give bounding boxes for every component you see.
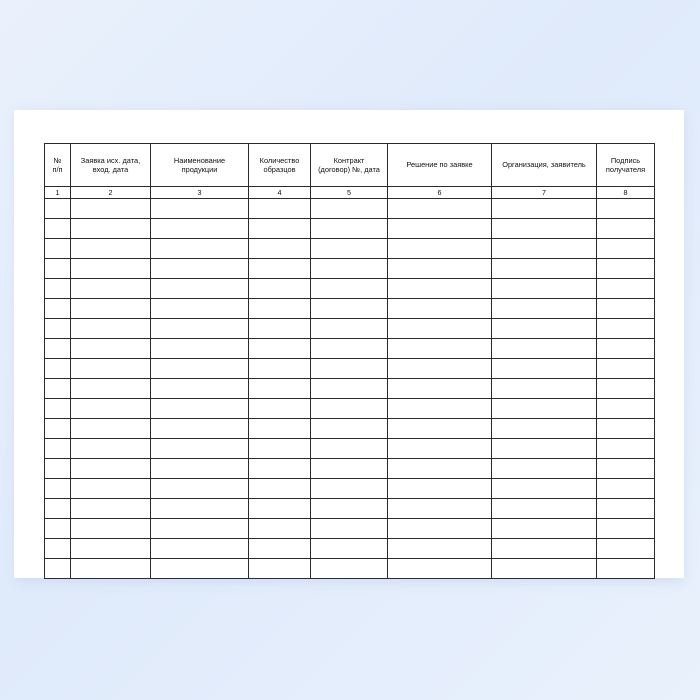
table-row[interactable] <box>45 219 655 239</box>
table-cell-col5[interactable] <box>311 359 388 379</box>
table-cell-col7[interactable] <box>492 319 597 339</box>
table-cell-col4[interactable] <box>249 379 311 399</box>
table-cell-col2[interactable] <box>71 439 151 459</box>
table-cell-col4[interactable] <box>249 479 311 499</box>
table-cell-col5[interactable] <box>311 239 388 259</box>
table-cell-col4[interactable] <box>249 439 311 459</box>
table-cell-col2[interactable] <box>71 339 151 359</box>
table-cell-col1[interactable] <box>45 299 71 319</box>
table-cell-col8[interactable] <box>597 339 655 359</box>
column-number-row <box>45 187 655 199</box>
table-row[interactable] <box>45 259 655 279</box>
table-cell-col5[interactable] <box>311 399 388 419</box>
column-number-cell: 5 <box>311 187 388 199</box>
table-cell-col6[interactable] <box>388 519 492 539</box>
table-row[interactable] <box>45 199 655 219</box>
table-cell-col5[interactable] <box>311 299 388 319</box>
table-cell-col1[interactable] <box>45 479 71 499</box>
table-cell-col4[interactable] <box>249 339 311 359</box>
column-header-line: Наименование <box>173 155 226 165</box>
table-cell-col6[interactable] <box>388 199 492 219</box>
column-header-product-name <box>151 144 249 187</box>
table-cell-col8[interactable] <box>597 259 655 279</box>
table-cell-col4[interactable] <box>249 399 311 419</box>
table-cell-col3[interactable] <box>151 459 249 479</box>
table-cell-col3[interactable] <box>151 239 249 259</box>
column-header-signature <box>597 144 655 187</box>
table-cell-col6[interactable] <box>388 379 492 399</box>
column-header-line: Организация, заявитель <box>502 160 586 170</box>
column-header-line: (договор) №, дата <box>318 165 380 174</box>
table-cell-col2[interactable] <box>71 499 151 519</box>
table-cell-col7[interactable] <box>492 559 597 579</box>
table-cell-col4[interactable] <box>249 559 311 579</box>
table-cell-col5[interactable] <box>311 259 388 279</box>
table-cell-col3[interactable] <box>151 519 249 539</box>
table-cell-col3[interactable] <box>151 219 249 239</box>
column-number-cell: 1 <box>45 187 71 199</box>
table-cell-col1[interactable] <box>45 359 71 379</box>
table-cell-col4[interactable] <box>249 519 311 539</box>
table-cell-col3[interactable] <box>151 259 249 279</box>
table-row[interactable] <box>45 439 655 459</box>
table-cell-col6[interactable] <box>388 419 492 439</box>
table-cell-col8[interactable] <box>597 419 655 439</box>
table-cell-col1[interactable] <box>45 259 71 279</box>
table-cell-col5[interactable] <box>311 279 388 299</box>
table-cell-col6[interactable] <box>388 539 492 559</box>
table-cell-col7[interactable] <box>492 259 597 279</box>
table-cell-col1[interactable] <box>45 279 71 299</box>
column-header-number <box>45 144 71 187</box>
table-cell-col8[interactable] <box>597 519 655 539</box>
table-cell-col2[interactable] <box>71 539 151 559</box>
table-row[interactable] <box>45 379 655 399</box>
table-cell-col5[interactable] <box>311 479 388 499</box>
table-cell-col1[interactable] <box>45 319 71 339</box>
table-row[interactable] <box>45 339 655 359</box>
column-number-cell: 2 <box>71 187 151 199</box>
table-cell-col2[interactable] <box>71 379 151 399</box>
table-row[interactable] <box>45 499 655 519</box>
table-cell-col2[interactable] <box>71 479 151 499</box>
table-cell-col6[interactable] <box>388 479 492 499</box>
table-cell-col8[interactable] <box>597 539 655 559</box>
table-cell-col2[interactable] <box>71 459 151 479</box>
table-cell-col1[interactable] <box>45 559 71 579</box>
table-row[interactable] <box>45 519 655 539</box>
table-cell-col5[interactable] <box>311 499 388 519</box>
table-cell-col3[interactable] <box>151 379 249 399</box>
table-cell-col4[interactable] <box>249 219 311 239</box>
table-cell-col6[interactable] <box>388 259 492 279</box>
table-row[interactable] <box>45 539 655 559</box>
table-cell-col3[interactable] <box>151 499 249 519</box>
table-cell-col1[interactable] <box>45 519 71 539</box>
table-cell-col5[interactable] <box>311 519 388 539</box>
table-cell-col8[interactable] <box>597 279 655 299</box>
column-header-organization <box>492 144 597 187</box>
table-cell-col4[interactable] <box>249 299 311 319</box>
column-header-line: п/п <box>52 165 63 174</box>
table-cell-col6[interactable] <box>388 279 492 299</box>
table-cell-col5[interactable] <box>311 559 388 579</box>
table-cell-col4[interactable] <box>249 459 311 479</box>
table-row[interactable] <box>45 559 655 579</box>
table-cell-col3[interactable] <box>151 319 249 339</box>
table-cell-col7[interactable] <box>492 539 597 559</box>
column-header-line: Контракт <box>333 155 365 165</box>
table-cell-col1[interactable] <box>45 499 71 519</box>
table-cell-col3[interactable] <box>151 399 249 419</box>
table-cell-col6[interactable] <box>388 559 492 579</box>
table-row[interactable] <box>45 459 655 479</box>
table-cell-col2[interactable] <box>71 299 151 319</box>
table-cell-col7[interactable] <box>492 519 597 539</box>
column-number-cell: 6 <box>388 187 492 199</box>
table-cell-col7[interactable] <box>492 219 597 239</box>
column-header-line: Подпись <box>610 155 641 165</box>
table-cell-col4[interactable] <box>249 499 311 519</box>
table-cell-col4[interactable] <box>249 259 311 279</box>
table-cell-col3[interactable] <box>151 199 249 219</box>
table-cell-col2[interactable] <box>71 359 151 379</box>
table-cell-col5[interactable] <box>311 199 388 219</box>
column-header-decision <box>388 144 492 187</box>
table-cell-col3[interactable] <box>151 539 249 559</box>
column-header-line: № <box>53 155 62 165</box>
table-cell-col1[interactable] <box>45 219 71 239</box>
table-cell-col6[interactable] <box>388 219 492 239</box>
table-cell-col6[interactable] <box>388 239 492 259</box>
table-cell-col7[interactable] <box>492 279 597 299</box>
table-cell-col2[interactable] <box>71 399 151 419</box>
table-cell-col6[interactable] <box>388 439 492 459</box>
table-cell-col1[interactable] <box>45 439 71 459</box>
column-header-line: получателя <box>605 165 646 174</box>
table-cell-col8[interactable] <box>597 219 655 239</box>
table-row[interactable] <box>45 419 655 439</box>
table-cell-col8[interactable] <box>597 479 655 499</box>
table-cell-col3[interactable] <box>151 279 249 299</box>
column-number-cell: 3 <box>151 187 249 199</box>
table-cell-col7[interactable] <box>492 339 597 359</box>
table-cell-col8[interactable] <box>597 399 655 419</box>
table-row[interactable] <box>45 359 655 379</box>
table-cell-col6[interactable] <box>388 359 492 379</box>
table-cell-col2[interactable] <box>71 259 151 279</box>
table-cell-col7[interactable] <box>492 479 597 499</box>
table-cell-col1[interactable] <box>45 399 71 419</box>
table-cell-col8[interactable] <box>597 319 655 339</box>
table-cell-col1[interactable] <box>45 339 71 359</box>
table-cell-col2[interactable] <box>71 279 151 299</box>
table-cell-col3[interactable] <box>151 559 249 579</box>
journal-table <box>44 143 655 579</box>
table-cell-col8[interactable] <box>597 359 655 379</box>
table-cell-col7[interactable] <box>492 399 597 419</box>
column-number-cell: 4 <box>249 187 311 199</box>
table-cell-col6[interactable] <box>388 339 492 359</box>
table-cell-col4[interactable] <box>249 539 311 559</box>
table-row[interactable] <box>45 239 655 259</box>
table-cell-col7[interactable] <box>492 499 597 519</box>
table-cell-col4[interactable] <box>249 199 311 219</box>
table-cell-col8[interactable] <box>597 199 655 219</box>
table-cell-col2[interactable] <box>71 219 151 239</box>
table-cell-col6[interactable] <box>388 459 492 479</box>
table-cell-col7[interactable] <box>492 439 597 459</box>
table-cell-col2[interactable] <box>71 199 151 219</box>
column-header-request-date <box>71 144 151 187</box>
table-cell-col7[interactable] <box>492 199 597 219</box>
table-cell-col3[interactable] <box>151 439 249 459</box>
table-cell-col6[interactable] <box>388 319 492 339</box>
table-cell-col8[interactable] <box>597 559 655 579</box>
table-row[interactable] <box>45 319 655 339</box>
journal-table-area <box>44 143 654 553</box>
table-cell-col5[interactable] <box>311 419 388 439</box>
column-header-line: Заявка исх. дата, <box>80 155 141 165</box>
table-cell-col4[interactable] <box>249 359 311 379</box>
table-row[interactable] <box>45 299 655 319</box>
table-cell-col7[interactable] <box>492 239 597 259</box>
table-cell-col1[interactable] <box>45 239 71 259</box>
table-cell-col8[interactable] <box>597 379 655 399</box>
column-number-cell: 7 <box>492 187 597 199</box>
table-body <box>45 199 655 579</box>
column-header-contract <box>311 144 388 187</box>
table-cell-col3[interactable] <box>151 359 249 379</box>
column-header-line: продукции <box>181 165 218 174</box>
table-cell-col4[interactable] <box>249 419 311 439</box>
table-cell-col2[interactable] <box>71 239 151 259</box>
table-cell-col4[interactable] <box>249 319 311 339</box>
table-cell-col3[interactable] <box>151 479 249 499</box>
table-row[interactable] <box>45 399 655 419</box>
table-cell-col2[interactable] <box>71 319 151 339</box>
table-cell-col5[interactable] <box>311 439 388 459</box>
table-row[interactable] <box>45 279 655 299</box>
table-cell-col1[interactable] <box>45 199 71 219</box>
table-cell-col7[interactable] <box>492 459 597 479</box>
table-cell-col2[interactable] <box>71 419 151 439</box>
column-header-line: образцов <box>263 165 296 174</box>
table-cell-col5[interactable] <box>311 219 388 239</box>
table-cell-col5[interactable] <box>311 459 388 479</box>
table-cell-col1[interactable] <box>45 419 71 439</box>
table-cell-col3[interactable] <box>151 419 249 439</box>
column-header-line: Решение по заявке <box>406 160 473 170</box>
table-cell-col8[interactable] <box>597 499 655 519</box>
table-cell-col1[interactable] <box>45 459 71 479</box>
table-cell-col6[interactable] <box>388 499 492 519</box>
table-cell-col1[interactable] <box>45 379 71 399</box>
table-cell-col3[interactable] <box>151 299 249 319</box>
table-cell-col7[interactable] <box>492 379 597 399</box>
table-cell-col6[interactable] <box>388 299 492 319</box>
table-cell-col7[interactable] <box>492 299 597 319</box>
column-header-sample-count <box>249 144 311 187</box>
column-number-cell: 8 <box>597 187 655 199</box>
table-cell-col2[interactable] <box>71 519 151 539</box>
table-cell-col5[interactable] <box>311 379 388 399</box>
table-cell-col7[interactable] <box>492 359 597 379</box>
table-cell-col2[interactable] <box>71 559 151 579</box>
table-cell-col5[interactable] <box>311 539 388 559</box>
table-cell-col4[interactable] <box>249 279 311 299</box>
column-header-line: Количество <box>259 155 300 165</box>
table-cell-col1[interactable] <box>45 539 71 559</box>
table-cell-col8[interactable] <box>597 439 655 459</box>
table-cell-col3[interactable] <box>151 339 249 359</box>
table-cell-col5[interactable] <box>311 319 388 339</box>
table-cell-col8[interactable] <box>597 299 655 319</box>
table-cell-col8[interactable] <box>597 239 655 259</box>
column-header-line: вход. дата <box>92 165 129 174</box>
table-cell-col4[interactable] <box>249 239 311 259</box>
table-cell-col7[interactable] <box>492 419 597 439</box>
table-cell-col6[interactable] <box>388 399 492 419</box>
table-header-row <box>45 144 655 187</box>
paper-sheet <box>14 110 684 578</box>
table-row[interactable] <box>45 479 655 499</box>
table-cell-col8[interactable] <box>597 459 655 479</box>
table-cell-col5[interactable] <box>311 339 388 359</box>
